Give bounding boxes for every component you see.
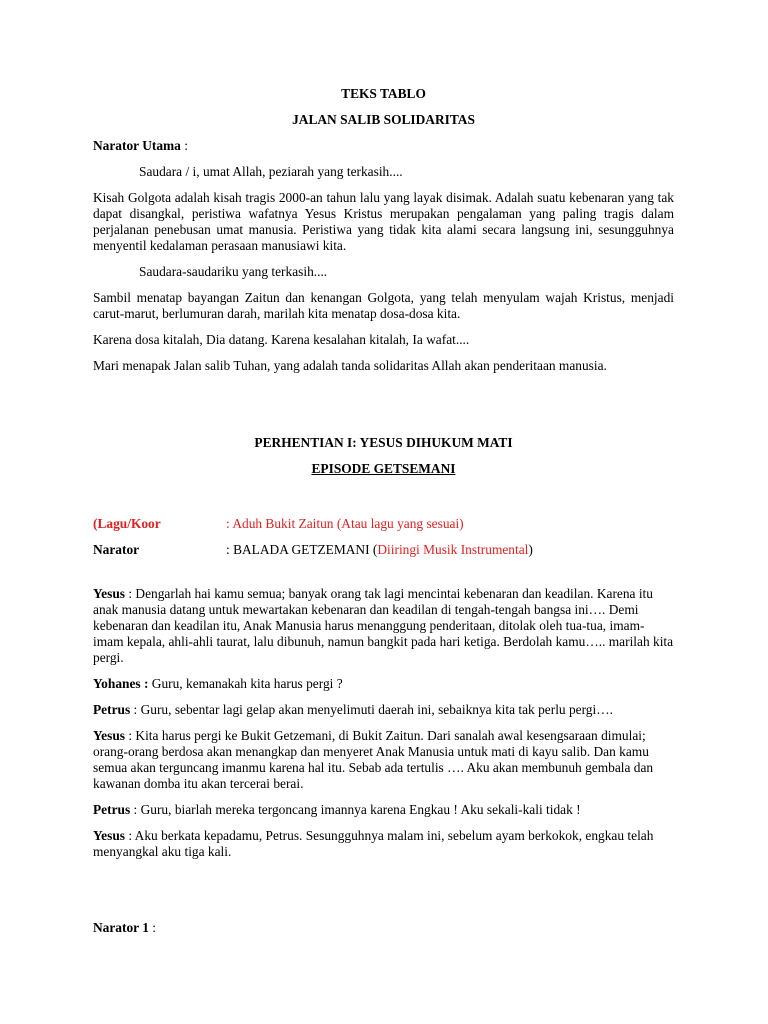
narrator-cue-value: : BALADA GETZEMANI ( <box>226 542 378 557</box>
intro-paragraph-4: Mari menapak Jalan salib Tuhan, yang adalah tanda solidaritas Allah akan penderitaan manusia. <box>93 358 607 373</box>
narrator-cue-value-wrap <box>226 542 533 558</box>
dialogue-line <box>93 828 674 860</box>
narrator-cue-key: Narator <box>93 542 140 557</box>
station-heading: PERHENTIAN I: YESUS DIHUKUM MATI <box>254 435 513 450</box>
dialogue-speaker: Petrus <box>93 702 131 717</box>
dialogue-line <box>93 802 674 818</box>
dialogue-line <box>93 702 674 718</box>
intro-greeting-2: Saudara-saudariku yang terkasih.... <box>139 264 328 279</box>
intro-speaker-suffix: : <box>180 138 188 153</box>
song-cue-value: : Aduh Bukit Zaitun (Atau lagu yang sesuai) <box>226 516 464 531</box>
intro-speaker: Narator Utama <box>93 138 181 153</box>
dialogue-speaker: Yohanes : <box>93 676 149 691</box>
intro-speaker-line <box>93 138 674 154</box>
dialogue-line <box>93 728 674 792</box>
song-cue-key: (Lagu/Koor <box>93 516 161 531</box>
dialogue-speaker: Yesus <box>93 728 125 743</box>
intro-greeting-1: Saudara / i, umat Allah, peziarah yang terkasih.... <box>139 164 403 179</box>
narrator-cue-music: Diiringi Musik Instrumental <box>377 542 529 557</box>
dialogue-text: Guru, kemanakah kita harus pergi ? <box>148 676 343 691</box>
narrator-cue-row <box>93 542 674 558</box>
dialogue-text: : Kita harus pergi ke Bukit Getzemani, di Bukit Zaitun. Dari sanalah awal kesengsaraan dimulai; orang-orang berdosa akan menangkap dan menyeret Anak Manusia untuk mati di kayu salib. Dan kamu semua akan terguncang imanmu karena hal itu. Sebab ada tertulis …. Aku akan membunuh gembala dan kawanan domba itu akan tercerai berai. <box>93 728 654 791</box>
dialogue-speaker: Yesus <box>93 828 125 843</box>
narrator-1-suffix: : <box>148 920 156 935</box>
dialogue-text: : Dengarlah hai kamu semua; banyak orang tak lagi mencintai kebenaran dan keadilan. Karena itu anak manusia datang untuk mewartakan kebenaran dan keadilan di tengah-tengah bangsa ini…. Demi kebenaran dan keadilan itu, Anak Manusia harus menanggung penderitaan, ditolak oleh tua-tua, imam-imam kepala, ahli-ahli taurat, lalu dibunuh, namun bangkit pada hari ketiga. Berdolah kamu….. marilah kita pergi. <box>93 586 674 665</box>
document-title: TEKS TABLO <box>341 86 426 101</box>
episode-title: EPISODE GETSEMANI <box>311 461 456 476</box>
document-body <box>93 86 674 936</box>
narrator-1-line <box>93 920 674 936</box>
intro-paragraph-3: Karena dosa kitalah, Dia datang. Karena kesalahan kitalah, Ia wafat.... <box>93 332 470 347</box>
document-subtitle: JALAN SALIB SOLIDARITAS <box>292 112 475 127</box>
dialogue-text: : Aku berkata kepadamu, Petrus. Sesungguhnya malam ini, sebelum ayam berkokok, engkau telah menyangkal aku tiga kali. <box>93 828 654 859</box>
narrator-1-speaker: Narator 1 <box>93 920 149 935</box>
dialogue-line <box>93 676 674 692</box>
dialogue-text: : Guru, biarlah mereka tergoncang imannya karena Engkau ! Aku sekali-kali tidak ! <box>130 802 581 817</box>
episode-heading <box>93 461 674 477</box>
dialogue-text: : Guru, sebentar lagi gelap akan menyelimuti daerah ini, sebaiknya kita tak perlu pergi…. <box>130 702 613 717</box>
intro-paragraph-2: Sambil menatap bayangan Zaitun dan kenangan Golgota, yang telah menyulam wajah Kristus, menjadi carut-marut, berlumuran darah, marilah kita menatap dosa-dosa kita. <box>93 290 674 321</box>
dialogue-speaker: Yesus <box>93 586 125 601</box>
dialogue-speaker: Petrus <box>93 802 131 817</box>
narrator-cue-close: ) <box>528 542 533 557</box>
dialogue-line <box>93 586 674 666</box>
song-cue-row <box>93 516 674 532</box>
intro-paragraph-1: Kisah Golgota adalah kisah tragis 2000-an tahun lalu yang layak disimak. Adalah suatu kebenaran yang tak dapat disangkal, peristiwa wafatnya Yesus Kristus merupakan pengalaman yang paling tragis dalam perjalanan penebusan umat manusia. Peristiwa yang tidak kita alami secara langsung ini, sesungguhnya menyentil kedalaman perasaan manusiawi kita. <box>93 190 674 253</box>
